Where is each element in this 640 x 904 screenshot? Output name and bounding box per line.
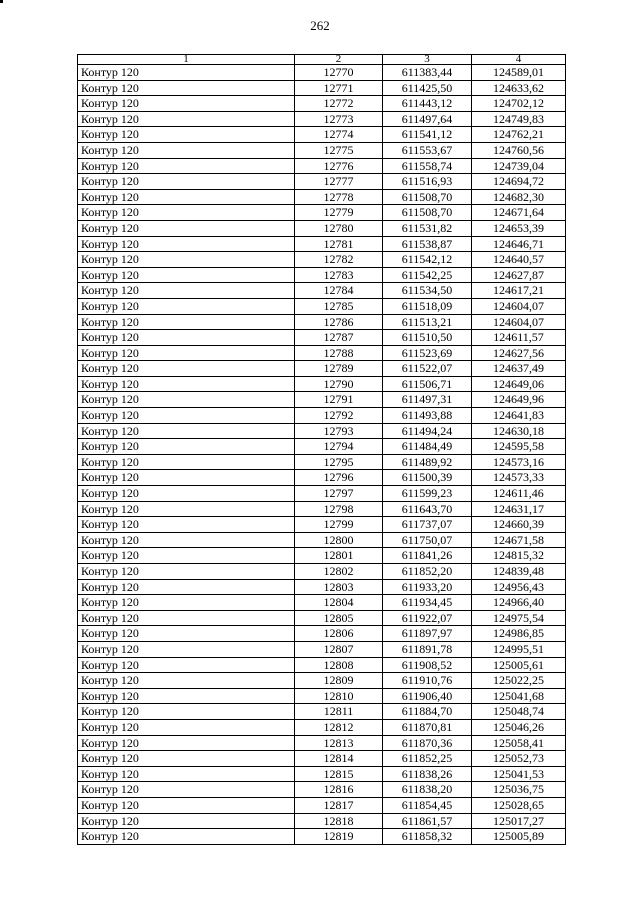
header-col-2: 2: [295, 55, 383, 65]
table-row: [78, 532, 566, 548]
x-coordinate-cell: 611493,88: [383, 408, 472, 424]
x-coordinate-cell: 611553,67: [383, 142, 472, 158]
table-row: [78, 454, 566, 470]
point-number-cell: 12806: [295, 626, 383, 642]
point-number-cell: 12783: [295, 267, 383, 283]
contour-name-cell: Контур 120: [78, 641, 295, 657]
table-row: [78, 673, 566, 689]
table-row: [78, 80, 566, 96]
point-number-cell: 12774: [295, 127, 383, 143]
y-coordinate-cell: 124956,43: [472, 579, 566, 595]
table-row: [78, 501, 566, 517]
table-row: [78, 766, 566, 782]
point-number-cell: 12818: [295, 813, 383, 829]
y-coordinate-cell: 125005,89: [472, 829, 566, 845]
x-coordinate-cell: 611510,50: [383, 330, 472, 346]
point-number-cell: 12810: [295, 688, 383, 704]
page-number: 262: [310, 18, 330, 33]
y-coordinate-cell: 125048,74: [472, 704, 566, 720]
point-number-cell: 12787: [295, 330, 383, 346]
table-row: [78, 517, 566, 533]
contour-name-cell: Контур 120: [78, 111, 295, 127]
point-number-cell: 12782: [295, 252, 383, 268]
table-row: [78, 423, 566, 439]
y-coordinate-cell: 124589,01: [472, 65, 566, 81]
x-coordinate-cell: 611870,81: [383, 719, 472, 735]
x-coordinate-cell: 611425,50: [383, 80, 472, 96]
table-row: [78, 626, 566, 642]
point-number-cell: 12788: [295, 345, 383, 361]
x-coordinate-cell: 611906,40: [383, 688, 472, 704]
table-row: [78, 813, 566, 829]
y-coordinate-cell: 125022,25: [472, 673, 566, 689]
point-number-cell: 12770: [295, 65, 383, 81]
point-number-cell: 12801: [295, 548, 383, 564]
y-coordinate-cell: 124640,57: [472, 252, 566, 268]
header-col-3: 3: [383, 55, 472, 65]
x-coordinate-cell: 611542,12: [383, 252, 472, 268]
table-row: [78, 65, 566, 81]
table-row: [78, 641, 566, 657]
point-number-cell: 12800: [295, 532, 383, 548]
y-coordinate-cell: 124762,21: [472, 127, 566, 143]
x-coordinate-cell: 611922,07: [383, 610, 472, 626]
y-coordinate-cell: 124815,32: [472, 548, 566, 564]
contour-name-cell: Контур 120: [78, 829, 295, 845]
point-number-cell: 12815: [295, 766, 383, 782]
point-number-cell: 12804: [295, 595, 383, 611]
y-coordinate-cell: 124573,33: [472, 470, 566, 486]
scan-corner-mark: [0, 0, 3, 3]
contour-name-cell: Контур 120: [78, 517, 295, 533]
y-coordinate-cell: 124653,39: [472, 220, 566, 236]
y-coordinate-cell: 125017,27: [472, 813, 566, 829]
y-coordinate-cell: 124646,71: [472, 236, 566, 252]
table-row: [78, 392, 566, 408]
table-row: [78, 111, 566, 127]
contour-name-cell: Контур 120: [78, 376, 295, 392]
y-coordinate-cell: 124749,83: [472, 111, 566, 127]
contour-name-cell: Контур 120: [78, 220, 295, 236]
x-coordinate-cell: 611910,76: [383, 673, 472, 689]
contour-name-cell: Контур 120: [78, 470, 295, 486]
table-row: [78, 252, 566, 268]
contour-name-cell: Контур 120: [78, 439, 295, 455]
point-number-cell: 12778: [295, 189, 383, 205]
table-row: [78, 236, 566, 252]
table-row: [78, 595, 566, 611]
table-row: [78, 142, 566, 158]
x-coordinate-cell: 611534,50: [383, 283, 472, 299]
table-row: [78, 174, 566, 190]
x-coordinate-cell: 611508,70: [383, 189, 472, 205]
point-number-cell: 12802: [295, 564, 383, 580]
x-coordinate-cell: 611506,71: [383, 376, 472, 392]
x-coordinate-cell: 611599,23: [383, 486, 472, 502]
table-row: [78, 829, 566, 845]
contour-name-cell: Контур 120: [78, 688, 295, 704]
contour-name-cell: Контур 120: [78, 454, 295, 470]
x-coordinate-cell: 611523,69: [383, 345, 472, 361]
y-coordinate-cell: 124633,62: [472, 80, 566, 96]
contour-name-cell: Контур 120: [78, 345, 295, 361]
y-coordinate-cell: 124604,07: [472, 298, 566, 314]
point-number-cell: 12796: [295, 470, 383, 486]
contour-name-cell: Контур 120: [78, 501, 295, 517]
header-row: [78, 55, 566, 65]
x-coordinate-cell: 611852,20: [383, 564, 472, 580]
contour-name-cell: Контур 120: [78, 751, 295, 767]
x-coordinate-cell: 611522,07: [383, 361, 472, 377]
table-row: [78, 376, 566, 392]
x-coordinate-cell: 611443,12: [383, 96, 472, 112]
contour-name-cell: Контур 120: [78, 205, 295, 221]
table-row: [78, 486, 566, 502]
x-coordinate-cell: 611558,74: [383, 158, 472, 174]
x-coordinate-cell: 611858,32: [383, 829, 472, 845]
contour-name-cell: Контур 120: [78, 158, 295, 174]
table-row: [78, 189, 566, 205]
y-coordinate-cell: 124595,58: [472, 439, 566, 455]
table-row: [78, 548, 566, 564]
point-number-cell: 12785: [295, 298, 383, 314]
point-number-cell: 12805: [295, 610, 383, 626]
x-coordinate-cell: 611508,70: [383, 205, 472, 221]
point-number-cell: 12794: [295, 439, 383, 455]
y-coordinate-cell: 124611,57: [472, 330, 566, 346]
y-coordinate-cell: 124627,56: [472, 345, 566, 361]
x-coordinate-cell: 611531,82: [383, 220, 472, 236]
point-number-cell: 12797: [295, 486, 383, 502]
y-coordinate-cell: 124660,39: [472, 517, 566, 533]
y-coordinate-cell: 124702,12: [472, 96, 566, 112]
table-row: [78, 267, 566, 283]
y-coordinate-cell: 124671,58: [472, 532, 566, 548]
y-coordinate-cell: 124637,49: [472, 361, 566, 377]
contour-name-cell: Контур 120: [78, 392, 295, 408]
table-row: [78, 719, 566, 735]
contour-name-cell: Контур 120: [78, 610, 295, 626]
point-number-cell: 12791: [295, 392, 383, 408]
table-row: [78, 751, 566, 767]
y-coordinate-cell: 124671,64: [472, 205, 566, 221]
x-coordinate-cell: 611489,92: [383, 454, 472, 470]
contour-name-cell: Контур 120: [78, 189, 295, 205]
x-coordinate-cell: 611838,26: [383, 766, 472, 782]
point-number-cell: 12811: [295, 704, 383, 720]
contour-name-cell: Контур 120: [78, 174, 295, 190]
table-row: [78, 205, 566, 221]
x-coordinate-cell: 611497,31: [383, 392, 472, 408]
x-coordinate-cell: 611643,70: [383, 501, 472, 517]
point-number-cell: 12786: [295, 314, 383, 330]
contour-name-cell: Контур 120: [78, 548, 295, 564]
point-number-cell: 12789: [295, 361, 383, 377]
contour-name-cell: Контур 120: [78, 142, 295, 158]
contour-name-cell: Контур 120: [78, 80, 295, 96]
y-coordinate-cell: 124682,30: [472, 189, 566, 205]
contour-name-cell: Контур 120: [78, 595, 295, 611]
contour-name-cell: Контур 120: [78, 267, 295, 283]
point-number-cell: 12808: [295, 657, 383, 673]
contour-name-cell: Контур 120: [78, 782, 295, 798]
point-number-cell: 12781: [295, 236, 383, 252]
y-coordinate-cell: 125036,75: [472, 782, 566, 798]
x-coordinate-cell: 611541,12: [383, 127, 472, 143]
x-coordinate-cell: 611841,26: [383, 548, 472, 564]
contour-name-cell: Контур 120: [78, 96, 295, 112]
table-row: [78, 610, 566, 626]
contour-name-cell: Контур 120: [78, 704, 295, 720]
x-coordinate-cell: 611484,49: [383, 439, 472, 455]
x-coordinate-cell: 611884,70: [383, 704, 472, 720]
table-row: [78, 439, 566, 455]
table-row: [78, 298, 566, 314]
point-number-cell: 12817: [295, 797, 383, 813]
table-row: [78, 470, 566, 486]
x-coordinate-cell: 611870,36: [383, 735, 472, 751]
contour-name-cell: Контур 120: [78, 766, 295, 782]
y-coordinate-cell: 124966,40: [472, 595, 566, 611]
contour-name-cell: Контур 120: [78, 579, 295, 595]
point-number-cell: 12779: [295, 205, 383, 221]
point-number-cell: 12795: [295, 454, 383, 470]
x-coordinate-cell: 611838,20: [383, 782, 472, 798]
y-coordinate-cell: 124631,17: [472, 501, 566, 517]
contour-name-cell: Контур 120: [78, 252, 295, 268]
x-coordinate-cell: 611494,24: [383, 423, 472, 439]
x-coordinate-cell: 611933,20: [383, 579, 472, 595]
x-coordinate-cell: 611518,09: [383, 298, 472, 314]
y-coordinate-cell: 124630,18: [472, 423, 566, 439]
contour-name-cell: Контур 120: [78, 330, 295, 346]
contour-name-cell: Контур 120: [78, 813, 295, 829]
table-row: [78, 782, 566, 798]
point-number-cell: 12816: [295, 782, 383, 798]
x-coordinate-cell: 611891,78: [383, 641, 472, 657]
contour-name-cell: Контур 120: [78, 532, 295, 548]
y-coordinate-cell: 124627,87: [472, 267, 566, 283]
contour-name-cell: Контур 120: [78, 423, 295, 439]
y-coordinate-cell: 124649,06: [472, 376, 566, 392]
y-coordinate-cell: 124975,54: [472, 610, 566, 626]
contour-name-cell: Контур 120: [78, 408, 295, 424]
y-coordinate-cell: 125041,53: [472, 766, 566, 782]
x-coordinate-cell: 611934,45: [383, 595, 472, 611]
table-row: [78, 704, 566, 720]
y-coordinate-cell: 125058,41: [472, 735, 566, 751]
table-row: [78, 330, 566, 346]
contour-name-cell: Контур 120: [78, 626, 295, 642]
x-coordinate-cell: 611897,97: [383, 626, 472, 642]
y-coordinate-cell: 124573,16: [472, 454, 566, 470]
table-row: [78, 314, 566, 330]
y-coordinate-cell: 124995,51: [472, 641, 566, 657]
x-coordinate-cell: 611737,07: [383, 517, 472, 533]
y-coordinate-cell: 124604,07: [472, 314, 566, 330]
point-number-cell: 12776: [295, 158, 383, 174]
table-row: [78, 797, 566, 813]
contour-name-cell: Контур 120: [78, 657, 295, 673]
table-row: [78, 564, 566, 580]
table-row: [78, 579, 566, 595]
x-coordinate-cell: 611516,93: [383, 174, 472, 190]
contour-name-cell: Контур 120: [78, 735, 295, 751]
point-number-cell: 12799: [295, 517, 383, 533]
contour-name-cell: Контур 120: [78, 298, 295, 314]
x-coordinate-cell: 611497,64: [383, 111, 472, 127]
x-coordinate-cell: 611852,25: [383, 751, 472, 767]
table-row: [78, 735, 566, 751]
table-row: [78, 96, 566, 112]
contour-name-cell: Контур 120: [78, 127, 295, 143]
point-number-cell: 12771: [295, 80, 383, 96]
x-coordinate-cell: 611383,44: [383, 65, 472, 81]
table-row: [78, 158, 566, 174]
contour-name-cell: Контур 120: [78, 673, 295, 689]
y-coordinate-cell: 125046,26: [472, 719, 566, 735]
header-col-4: 4: [472, 55, 566, 65]
point-number-cell: 12773: [295, 111, 383, 127]
contour-name-cell: Контур 120: [78, 361, 295, 377]
point-number-cell: 12784: [295, 283, 383, 299]
y-coordinate-cell: 124694,72: [472, 174, 566, 190]
table-row: [78, 220, 566, 236]
table-row: [78, 688, 566, 704]
point-number-cell: 12777: [295, 174, 383, 190]
table-row: [78, 345, 566, 361]
point-number-cell: 12793: [295, 423, 383, 439]
y-coordinate-cell: 125041,68: [472, 688, 566, 704]
y-coordinate-cell: 125052,73: [472, 751, 566, 767]
y-coordinate-cell: 124739,04: [472, 158, 566, 174]
contour-name-cell: Контур 120: [78, 236, 295, 252]
y-coordinate-cell: 124839,48: [472, 564, 566, 580]
y-coordinate-cell: 124649,96: [472, 392, 566, 408]
table-row: [78, 361, 566, 377]
point-number-cell: 12775: [295, 142, 383, 158]
x-coordinate-cell: 611513,21: [383, 314, 472, 330]
x-coordinate-cell: 611542,25: [383, 267, 472, 283]
coordinates-table: [77, 54, 566, 845]
x-coordinate-cell: 611854,45: [383, 797, 472, 813]
point-number-cell: 12803: [295, 579, 383, 595]
y-coordinate-cell: 124986,85: [472, 626, 566, 642]
table-row: [78, 657, 566, 673]
x-coordinate-cell: 611861,57: [383, 813, 472, 829]
y-coordinate-cell: 125028,65: [472, 797, 566, 813]
contour-name-cell: Контур 120: [78, 486, 295, 502]
y-coordinate-cell: 124617,21: [472, 283, 566, 299]
table-row: [78, 408, 566, 424]
point-number-cell: 12814: [295, 751, 383, 767]
point-number-cell: 12798: [295, 501, 383, 517]
point-number-cell: 12807: [295, 641, 383, 657]
header-col-1: 1: [78, 55, 295, 65]
point-number-cell: 12813: [295, 735, 383, 751]
x-coordinate-cell: 611908,52: [383, 657, 472, 673]
contour-name-cell: Контур 120: [78, 65, 295, 81]
point-number-cell: 12792: [295, 408, 383, 424]
y-coordinate-cell: 125005,61: [472, 657, 566, 673]
x-coordinate-cell: 611538,87: [383, 236, 472, 252]
x-coordinate-cell: 611750,07: [383, 532, 472, 548]
contour-name-cell: Контур 120: [78, 797, 295, 813]
point-number-cell: 12812: [295, 719, 383, 735]
point-number-cell: 12780: [295, 220, 383, 236]
x-coordinate-cell: 611500,39: [383, 470, 472, 486]
point-number-cell: 12819: [295, 829, 383, 845]
contour-name-cell: Контур 120: [78, 283, 295, 299]
point-number-cell: 12772: [295, 96, 383, 112]
table-row: [78, 283, 566, 299]
y-coordinate-cell: 124611,46: [472, 486, 566, 502]
y-coordinate-cell: 124760,56: [472, 142, 566, 158]
contour-name-cell: Контур 120: [78, 564, 295, 580]
point-number-cell: 12790: [295, 376, 383, 392]
contour-name-cell: Контур 120: [78, 314, 295, 330]
contour-name-cell: Контур 120: [78, 719, 295, 735]
point-number-cell: 12809: [295, 673, 383, 689]
table-row: [78, 127, 566, 143]
y-coordinate-cell: 124641,83: [472, 408, 566, 424]
